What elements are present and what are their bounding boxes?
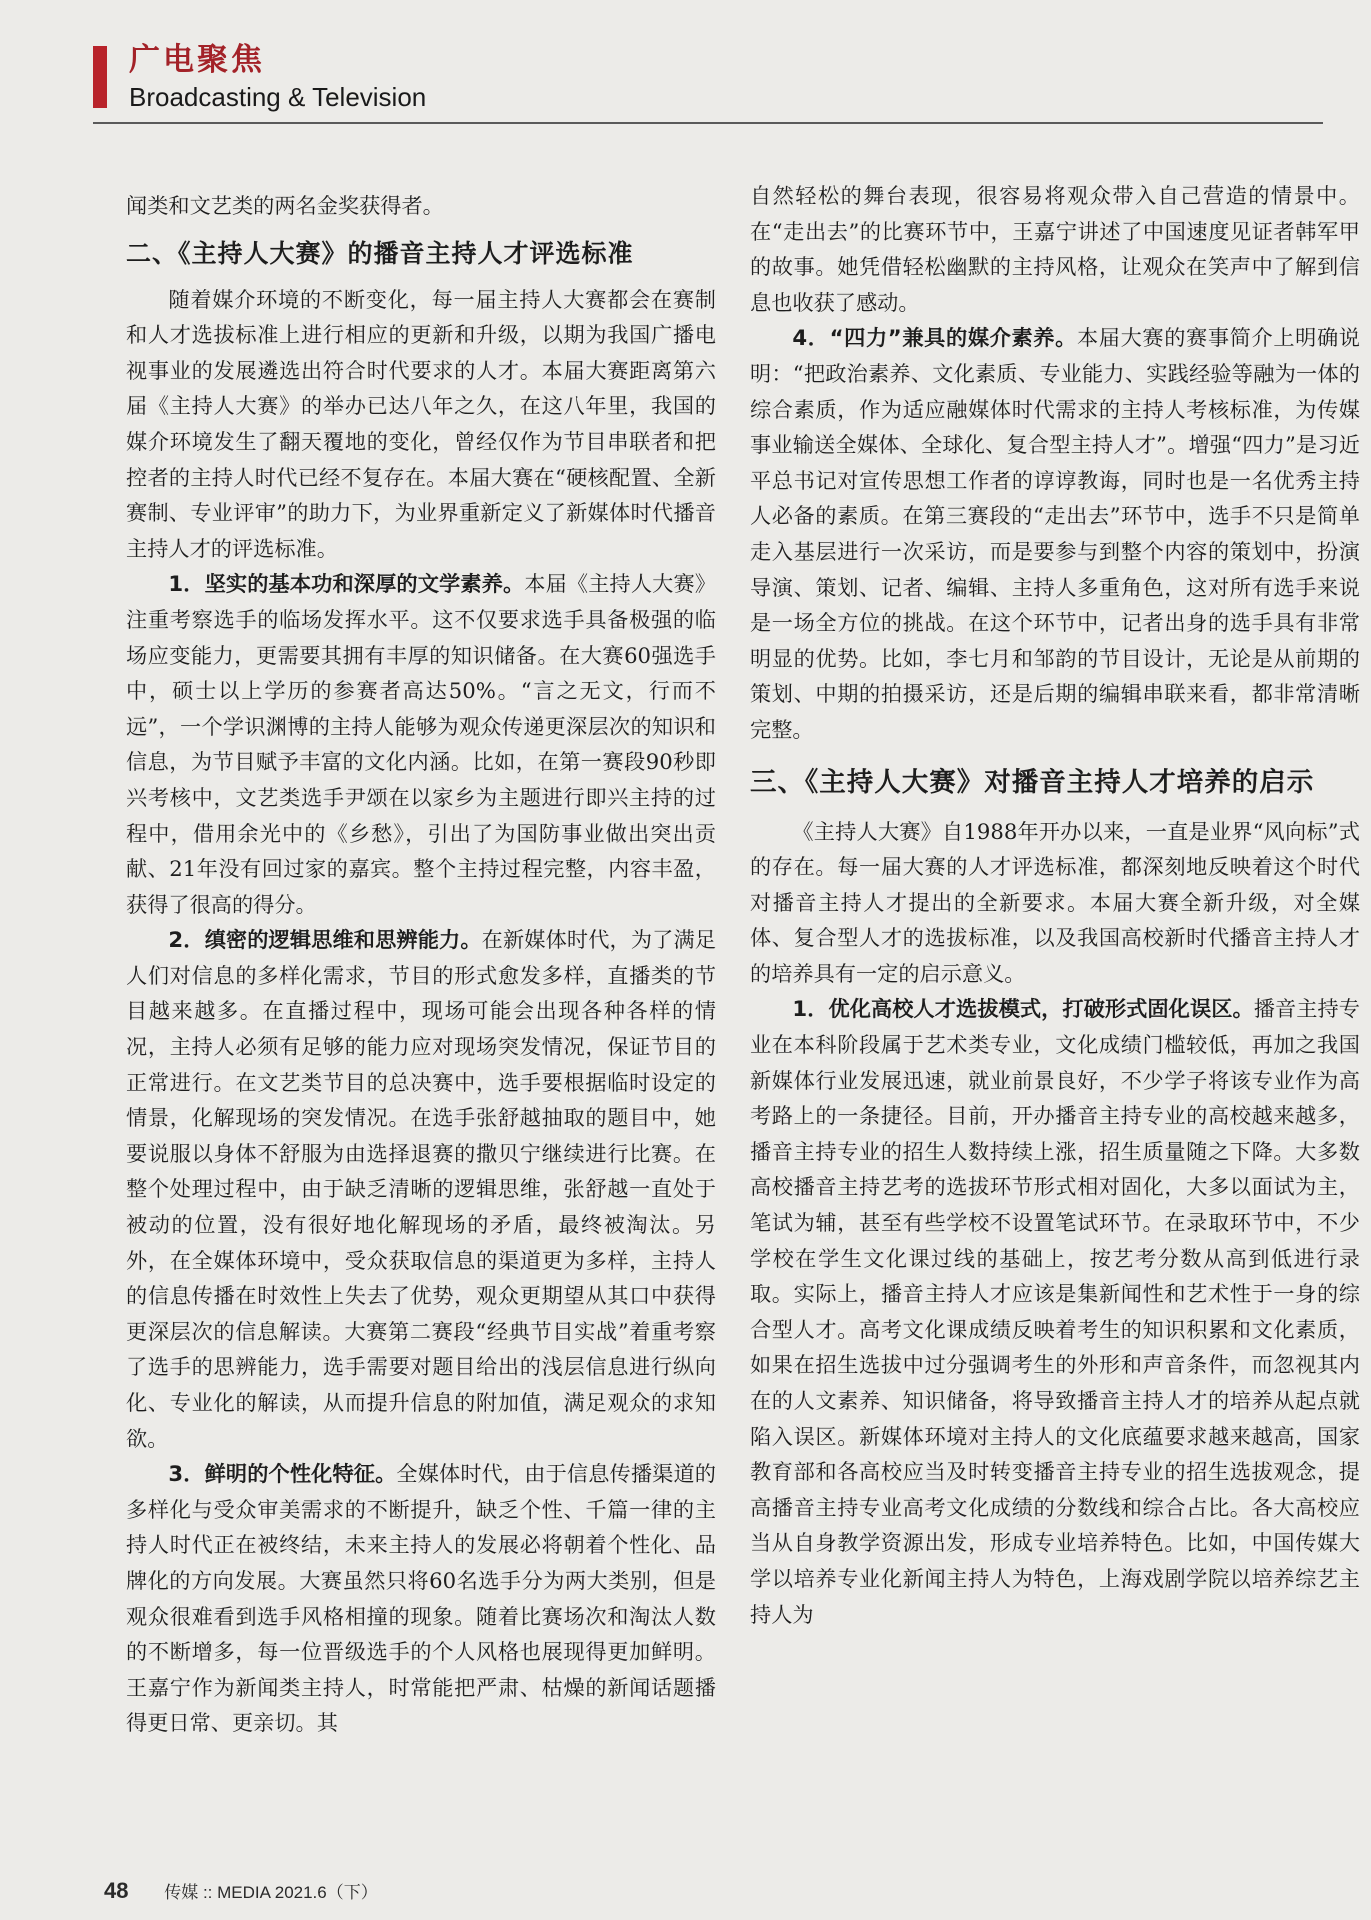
section-title-en: Broadcasting & Television (129, 82, 427, 112)
header-rule (93, 122, 1323, 124)
paragraph (126, 566, 716, 922)
page-header (93, 42, 1323, 126)
paragraph-lead: 1．坚实的基本功和深厚的文学素养。 (168, 571, 525, 597)
paragraph-body: 本届大赛的赛事简介上明确说明：“把政治素养、文化素质、专业能力、实践经验等融为一体的综合素质，作为适应融媒体时代需求的主持人考核标准，为传媒事业输送全媒体、全球化、复合型主持人才”。增强“四力”是习近平总书记对宣传思想工作者的谆谆教诲，同时也是一名优秀主持人必备的素质。在第三赛段的“走出去”环节中，选手不只是简单走入基层进行一次采访，而是要参与到整个内容的策划中，扮演导演、策划、记者、编辑、主持人多重角色，这对所有选手来说是一场全方位的挑战。在这个环节中，记者出身的选手具有非常明显的优势。比如，李七月和邹韵的节目设计，无论是从前期的策划、中期的拍摄采访，还是后期的编辑串联来看，都非常清晰完整。 (750, 325, 1360, 742)
section-color-bar (93, 46, 107, 108)
paragraph-lead: 3．鲜明的个性化特征。 (168, 1461, 397, 1487)
page-footer (104, 1878, 378, 1904)
left-column (126, 188, 716, 1741)
paragraph-body: 本届《主持人大赛》注重考察选手的临场发挥水平。这不仅要求选手具备极强的临场应变能力，更需要其拥有丰厚的知识储备。在大赛60强选手中，硕士以上学历的参赛者高达50%。“言之无文，行而不远”，一个学识渊博的主持人能够为观众传递更深层次的知识和信息，为节目赋予丰富的文化内涵。比如，在第一赛段90秒即兴考核中，文艺类选手尹颂在以家乡为主题进行即兴主持的过程中，借用余光中的《乡愁》，引出了为国防事业做出突出贡献、21年没有回过家的嘉宾。整个主持过程完整，内容丰盈，获得了很高的得分。 (126, 571, 716, 917)
paragraph: 闻类和文艺类的两名金奖获得者。 (126, 193, 444, 218)
paragraph (750, 320, 1360, 747)
paragraph-lead: 4．“四力”兼具的媒介素养。 (792, 325, 1077, 351)
paragraph (126, 922, 716, 1456)
paragraph: 自然轻松的舞台表现，很容易将观众带入自己营造的情景中。在“走出去”的比赛环节中，王嘉宁讲述了中国速度见证者韩军甲的故事。她凭借轻松幽默的主持风格，让观众在笑声中了解到信息也收获了感动。 (750, 183, 1360, 315)
paragraph (750, 991, 1360, 1632)
paragraph-body: 在新媒体时代，为了满足人们对信息的多样化需求，节目的形式愈发多样，直播类的节目越来越多。在直播过程中，现场可能会出现各种各样的情况，主持人必须有足够的能力应对现场突发情况，保证节目的正常进行。在文艺类节目的总决赛中，选手要根据临时设定的情景，化解现场的突发情况。在选手张舒越抽取的题目中，她要说服以身体不舒服为由选择退赛的撒贝宁继续进行比赛。在整个处理过程中，由于缺乏清晰的逻辑思维，张舒越一直处于被动的位置，没有很好地化解现场的矛盾，最终被淘汰。另外，在全媒体环境中，受众获取信息的渠道更为多样，主持人的信息传播在时效性上失去了优势，观众更期望从其口中获得更深层次的信息解读。大赛第二赛段“经典节目实战”着重考察了选手的思辨能力，选手需要对题目给出的浅层信息进行纵向化、专业化的解读，从而提升信息的附加值，满足观众的求知欲。 (126, 927, 716, 1451)
section-title-cn: 广电聚焦 (129, 42, 265, 78)
paragraph-body: 全媒体时代，由于信息传播渠道的多样化与受众审美需求的不断提升，缺乏个性、千篇一律的主持人时代正在被终结，未来主持人的发展必将朝着个性化、品牌化的方向发展。大赛虽然只将60名选手分为两大类别，但是观众很难看到选手风格相撞的现象。随着比赛场次和淘汰人数的不断增多，每一位晋级选手的个人风格也展现得更加鲜明。王嘉宁作为新闻类主持人，时常能把严肃、枯燥的新闻话题播得更日常、更亲切。其 (126, 1461, 716, 1736)
magazine-issue: 传媒 :: MEDIA 2021.6（下） (164, 1883, 378, 1902)
paragraph: 《主持人大赛》自1988年开办以来，一直是业界“风向标”式的存在。每一届大赛的人才评选标准，都深刻地反映着这个时代对播音主持人才提出的全新要求。本届大赛全新升级，对全媒体、复合型人才的选拔标准，以及我国高校新时代播音主持人才的培养具有一定的启示意义。 (750, 818, 1360, 986)
paragraph-body: 播音主持专业在本科阶段属于艺术类专业，文化成绩门槛较低，再加之我国新媒体行业发展迅速，就业前景良好，不少学子将该专业作为高考路上的一条捷径。目前，开办播音主持专业的高校越来越多，播音主持专业的招生人数持续上涨，招生质量随之下降。大多数高校播音主持艺考的选拔环节形式相对固化，大多以面试为主，笔试为辅，甚至有些学校不设置笔试环节。在录取环节中，不少学校在学生文化课过线的基础上，按艺考分数从高到低进行录取。实际上，播音主持人才应该是集新闻性和艺术性于一身的综合型人才。高考文化课成绩反映着考生的知识积累和文化素质，如果在招生选拔中过分强调考生的外形和声音条件，而忽视其内在的人文素养、知识储备，将导致播音主持人才的培养从起点就陷入误区。新媒体环境对主持人的文化底蕴要求越来越高，国家教育部和各高校应当及时转变播音主持专业的招生选拔观念，提高播音主持专业高考文化成绩的分数线和综合占比。各大高校应当从自身教学资源出发，形成专业培养特色。比如，中国传媒大学以培养专业化新闻主持人为特色，上海戏剧学院以培养综艺主持人为 (750, 996, 1360, 1627)
section-heading-2: 二、《主持人大赛》的播音主持人才评选标准 (126, 238, 634, 268)
page-number: 48 (104, 1878, 129, 1903)
paragraph-lead: 2．缜密的逻辑思维和思辨能力。 (168, 927, 482, 953)
paragraph-lead: 1．优化高校人才选拔模式，打破形式固化误区。 (792, 996, 1254, 1022)
section-heading-3: 三、《主持人大赛》对播音主持人才培养的启示 (750, 766, 1315, 798)
paragraph: 随着媒介环境的不断变化，每一届主持人大赛都会在赛制和人才选拔标准上进行相应的更新和升级，以期为我国广播电视事业的发展遴选出符合时代要求的人才。本届大赛距离第六届《主持人大赛》的举办已达八年之久，在这八年里，我国的媒介环境发生了翻天覆地的变化，曾经仅作为节目串联者和把控者的主持人时代已经不复存在。本届大赛在“硬核配置、全新赛制、专业评审”的助力下，为业界重新定义了新媒体时代播音主持人才的评选标准。 (126, 286, 716, 561)
right-column (750, 178, 1360, 1632)
paragraph (126, 1456, 716, 1741)
